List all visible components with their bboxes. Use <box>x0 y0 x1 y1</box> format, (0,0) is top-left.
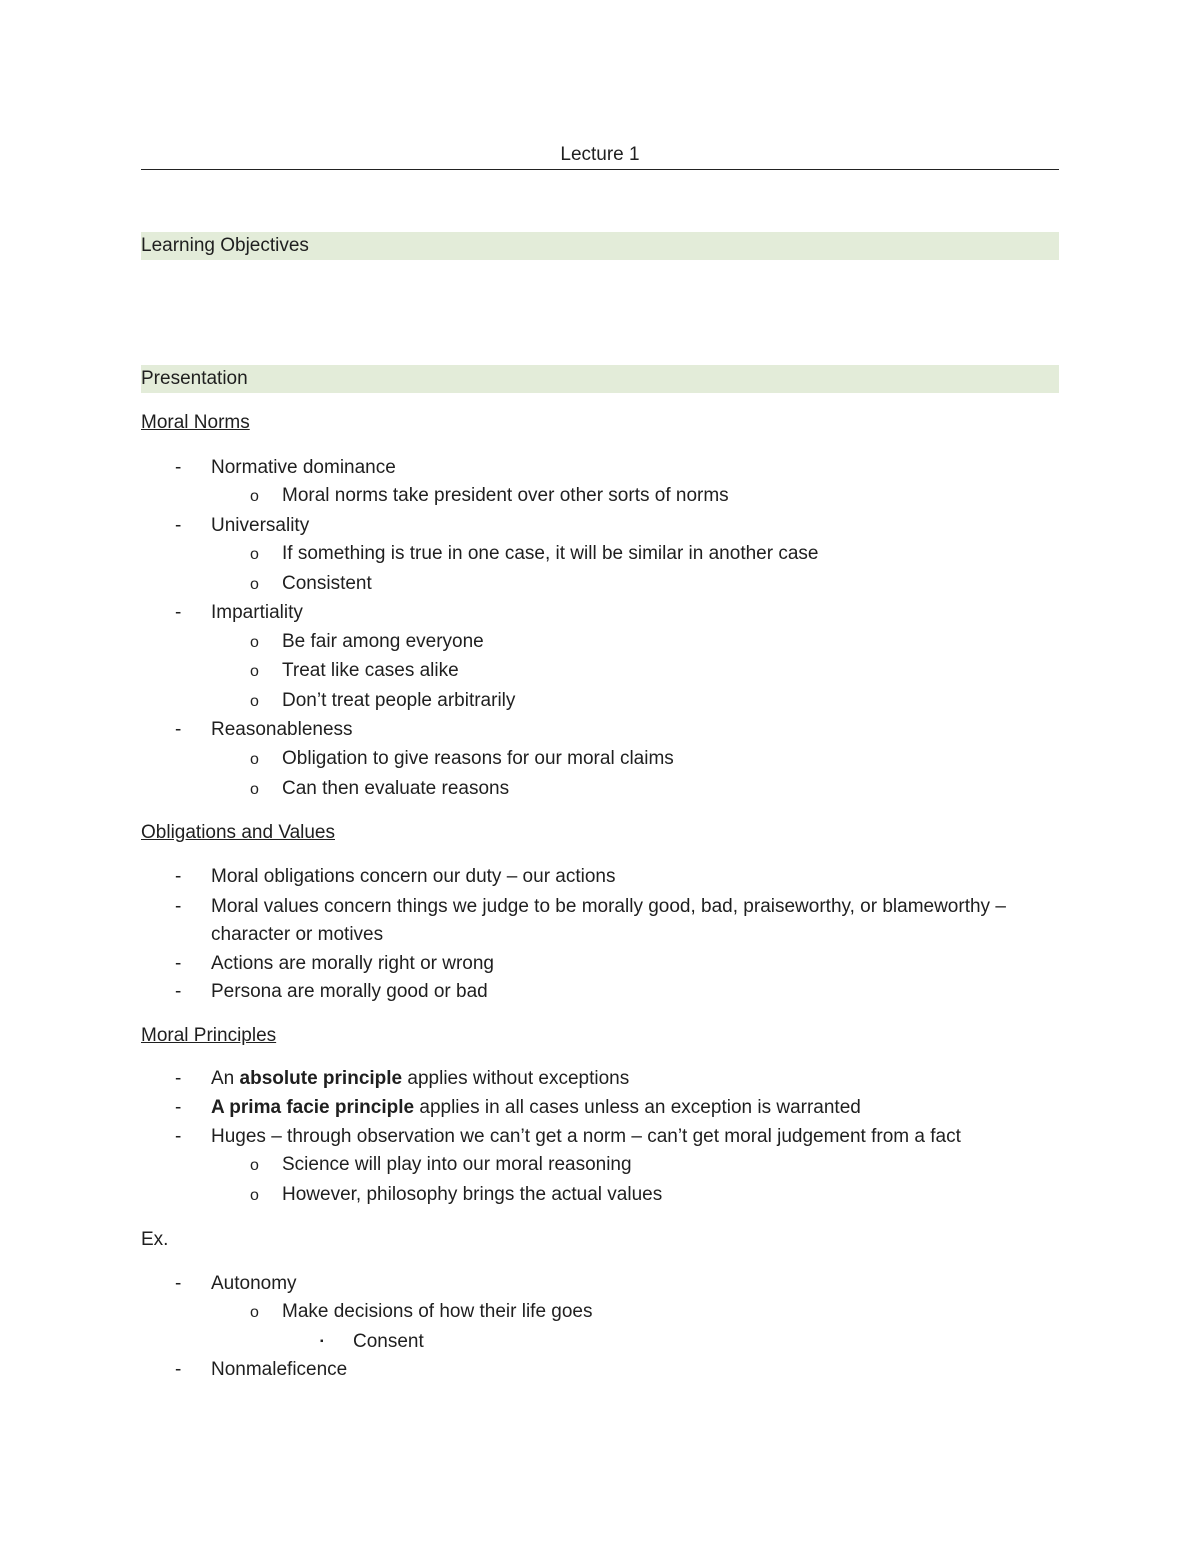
learning-objectives-heading: Learning Objectives <box>141 235 309 256</box>
list-subsubitem: Consent <box>353 1331 424 1352</box>
bullet-dash: - <box>175 1126 182 1147</box>
obligations-heading: Obligations and Values <box>141 822 335 843</box>
list-subitem: Make decisions of how their life goes <box>282 1301 593 1322</box>
bullet-circle: o <box>250 693 259 710</box>
list-item: Normative dominance <box>211 457 396 478</box>
list-subitem: If something is true in one case, it will be similar in another case <box>282 543 819 564</box>
list-item: Moral values concern things we judge to be morally good, bad, praiseworthy, or blameworthy – <box>211 896 1006 917</box>
list-item: Universality <box>211 515 310 536</box>
list-item <box>211 1067 629 1091</box>
list-item: Moral obligations concern our duty – our actions <box>211 866 616 887</box>
list-subitem: Don’t treat people arbitrarily <box>282 690 516 711</box>
bullet-circle: o <box>250 663 259 680</box>
bullet-dash: - <box>175 1359 182 1380</box>
bullet-dash: - <box>175 953 182 974</box>
list-item: Autonomy <box>211 1273 297 1294</box>
bullet-dash: - <box>175 457 182 478</box>
bullet-square: ▪ <box>320 1336 324 1347</box>
list-subitem: Consistent <box>282 573 372 594</box>
list-item-continuation: character or motives <box>211 924 384 945</box>
list-item: Reasonableness <box>211 719 353 740</box>
bullet-circle: o <box>250 576 259 593</box>
presentation-band <box>141 365 1059 393</box>
moral-norms-heading: Moral Norms <box>141 412 250 433</box>
text-run: applies in all cases unless an exception is warranted <box>414 1097 861 1118</box>
list-subitem: Treat like cases alike <box>282 660 459 681</box>
bullet-circle: o <box>250 546 259 563</box>
bullet-circle: o <box>250 1187 259 1204</box>
list-subitem: Be fair among everyone <box>282 631 484 652</box>
bullet-circle: o <box>250 634 259 651</box>
list-subitem: Obligation to give reasons for our moral claims <box>282 748 674 769</box>
list-subitem: Moral norms take president over other sorts of norms <box>282 485 729 506</box>
list-item: Persona are morally good or bad <box>211 981 488 1002</box>
list-item <box>211 1096 861 1120</box>
list-item: Impartiality <box>211 602 303 623</box>
bullet-dash: - <box>175 1068 182 1089</box>
example-label: Ex. <box>141 1229 169 1250</box>
header-title: Lecture 1 <box>560 144 640 165</box>
list-item: Actions are morally right or wrong <box>211 953 494 974</box>
list-subitem: However, philosophy brings the actual values <box>282 1184 663 1205</box>
list-item: Nonmaleficence <box>211 1359 348 1380</box>
text-run: applies without exceptions <box>402 1068 630 1089</box>
bullet-circle: o <box>250 751 259 768</box>
bold-term: absolute principle <box>239 1068 403 1089</box>
bullet-dash: - <box>175 981 182 1002</box>
list-item: Huges – through observation we can’t get a norm – can’t get moral judgement from a fact <box>211 1126 961 1147</box>
bold-term: A prima facie principle <box>211 1097 415 1118</box>
bullet-dash: - <box>175 1273 182 1294</box>
presentation-heading: Presentation <box>141 368 248 389</box>
bullet-dash: - <box>175 1097 182 1118</box>
bullet-dash: - <box>175 602 182 623</box>
list-subitem: Science will play into our moral reasoning <box>282 1154 632 1175</box>
bullet-dash: - <box>175 719 182 740</box>
header-rule <box>141 169 1059 170</box>
bullet-dash: - <box>175 515 182 536</box>
learning-objectives-band <box>141 232 1059 260</box>
bullet-circle: o <box>250 781 259 798</box>
bullet-dash: - <box>175 896 182 917</box>
bullet-dash: - <box>175 866 182 887</box>
text-run: An <box>211 1068 240 1089</box>
bullet-circle: o <box>250 1157 259 1174</box>
list-subitem: Can then evaluate reasons <box>282 778 510 799</box>
bullet-circle: o <box>250 488 259 505</box>
principles-heading: Moral Principles <box>141 1025 277 1046</box>
bullet-circle: o <box>250 1304 259 1321</box>
